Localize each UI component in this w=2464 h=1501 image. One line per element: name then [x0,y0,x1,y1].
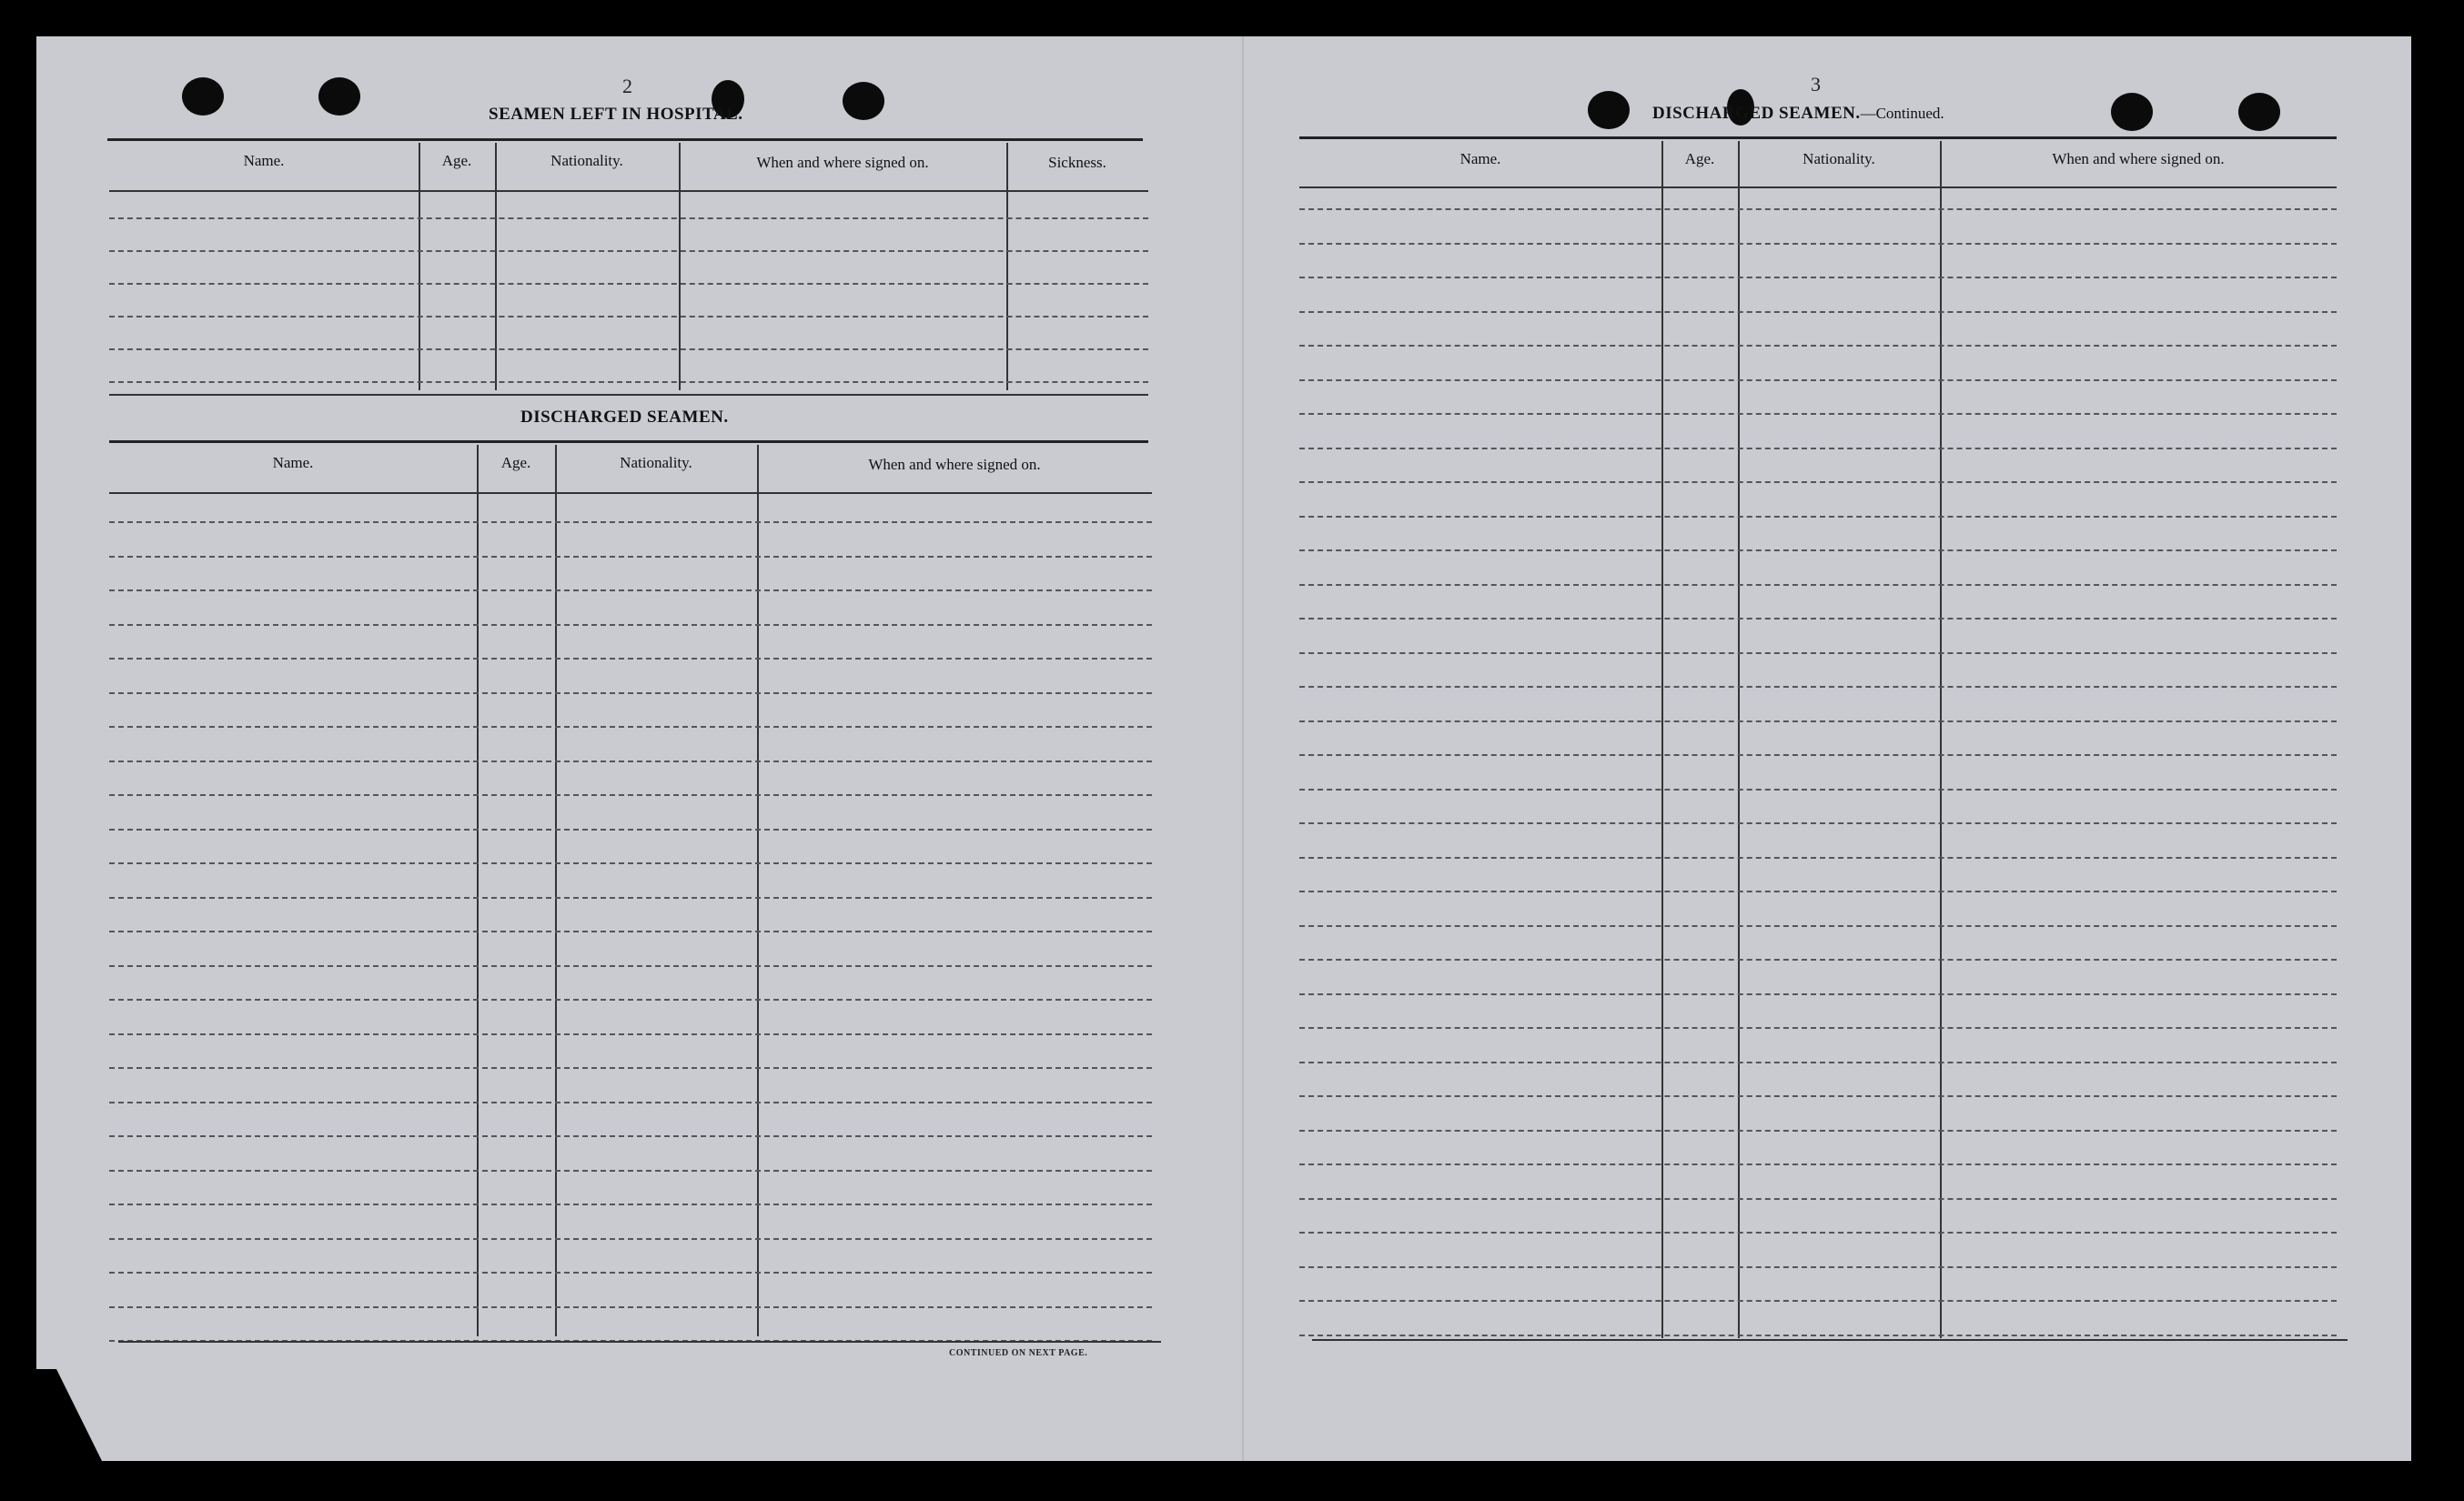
row-line [1299,618,2337,620]
row-line [1299,208,2337,210]
bottom-rule [118,1341,1161,1343]
row-line [109,862,1152,864]
row-line [1299,1300,2337,1302]
column-divider [495,143,497,390]
row-line [109,829,1152,831]
punch-hole [182,77,224,116]
row-line [1299,1027,2337,1029]
column-divider [1738,141,1740,1338]
row-line [109,1204,1152,1205]
row-line [109,726,1152,728]
row-line [109,999,1152,1001]
row-line [109,692,1152,694]
row-line [109,761,1152,762]
row-line [1299,1095,2337,1097]
header-when-where: When and where signed on. [756,154,929,171]
punch-hole [1588,91,1630,129]
title-suffix: —Continued. [1860,105,1944,122]
punch-hole [2111,93,2153,131]
row-line [109,897,1152,899]
row-line [1299,277,2337,278]
punch-hole [2238,93,2280,131]
header-name: Name. [243,152,285,169]
row-line [1299,584,2337,586]
row-line [109,1033,1152,1035]
row-line [1299,243,2337,245]
row-line [109,1135,1152,1137]
page-fold [1242,36,1244,1461]
row-line [1299,1062,2337,1063]
header-name: Name. [272,454,314,471]
punch-hole [843,82,884,120]
column-divider [555,445,557,1336]
row-line [109,1306,1152,1308]
bottom-rule [1312,1339,2348,1341]
row-line [1299,686,2337,688]
header-when-where: When and where signed on. [868,456,1041,473]
header-age: Age. [500,454,531,471]
row-line [109,1238,1152,1240]
row-line [109,556,1152,558]
row-line [1299,379,2337,381]
punch-hole [318,77,360,116]
title-rule [109,440,1148,443]
column-divider [757,445,759,1336]
discharged-table [109,445,1152,1336]
column-divider [1006,143,1008,390]
column-divider [679,143,681,390]
row-line [1299,1198,2337,1200]
row-line [1299,1232,2337,1234]
header-name: Name. [1459,150,1501,167]
column-divider [1940,141,1942,1338]
discharged-continued-title [1652,104,1944,124]
row-line [109,283,1148,285]
row-line [1299,652,2337,654]
header-sickness: Sickness. [1048,154,1106,171]
row-line [109,658,1152,660]
row-line [1299,789,2337,791]
row-line [1299,720,2337,722]
header-age: Age. [1684,150,1715,167]
row-line [109,316,1148,317]
row-line [1299,891,2337,892]
row-line [109,381,1148,383]
header-nationality: Nationality. [620,454,692,471]
page-number-right: 3 [1811,73,1821,96]
header-age: Age. [441,152,472,169]
section-divider [109,394,1148,396]
row-line [1299,754,2337,756]
row-line [109,1272,1152,1274]
row-line [109,217,1148,219]
column-divider [477,445,479,1336]
column-divider [1661,141,1663,1338]
header-nationality: Nationality. [1803,150,1875,167]
hospital-section-title: SEAMEN LEFT IN HOSPITAL. [489,105,743,124]
row-line [1299,481,2337,483]
row-line [109,348,1148,350]
row-line [109,931,1152,932]
row-line [1299,549,2337,551]
row-line [109,624,1152,626]
row-line [1299,857,2337,859]
title-text: DISCHARGED SEAMEN. [1652,104,1861,123]
row-line [1299,959,2337,961]
row-line [109,794,1152,796]
hospital-table [109,143,1148,390]
row-line [1299,1335,2337,1336]
row-line [1299,1266,2337,1268]
row-line [1299,925,2337,927]
row-line [1299,993,2337,995]
row-line [109,250,1148,252]
row-line [109,1067,1152,1069]
title-rule [107,138,1143,141]
row-line [1299,448,2337,449]
row-line [109,1102,1152,1103]
row-line [1299,345,2337,347]
continued-note: CONTINUED ON NEXT PAGE. [949,1348,1088,1358]
row-line [1299,822,2337,824]
page-number-left: 2 [622,75,632,97]
column-divider [419,143,420,390]
row-line [109,1170,1152,1172]
row-line [1299,311,2337,313]
header-nationality: Nationality. [550,152,623,169]
row-line [109,965,1152,967]
row-line [109,521,1152,523]
discharged-section-title: DISCHARGED SEAMEN. [520,408,729,427]
discharged-continued-table [1299,141,2337,1338]
header-when-where: When and where signed on. [2052,150,2225,167]
title-rule [1299,136,2337,139]
row-line [1299,516,2337,518]
row-line [1299,413,2337,415]
row-line [1299,1164,2337,1165]
row-line [1299,1130,2337,1132]
row-line [109,589,1152,591]
